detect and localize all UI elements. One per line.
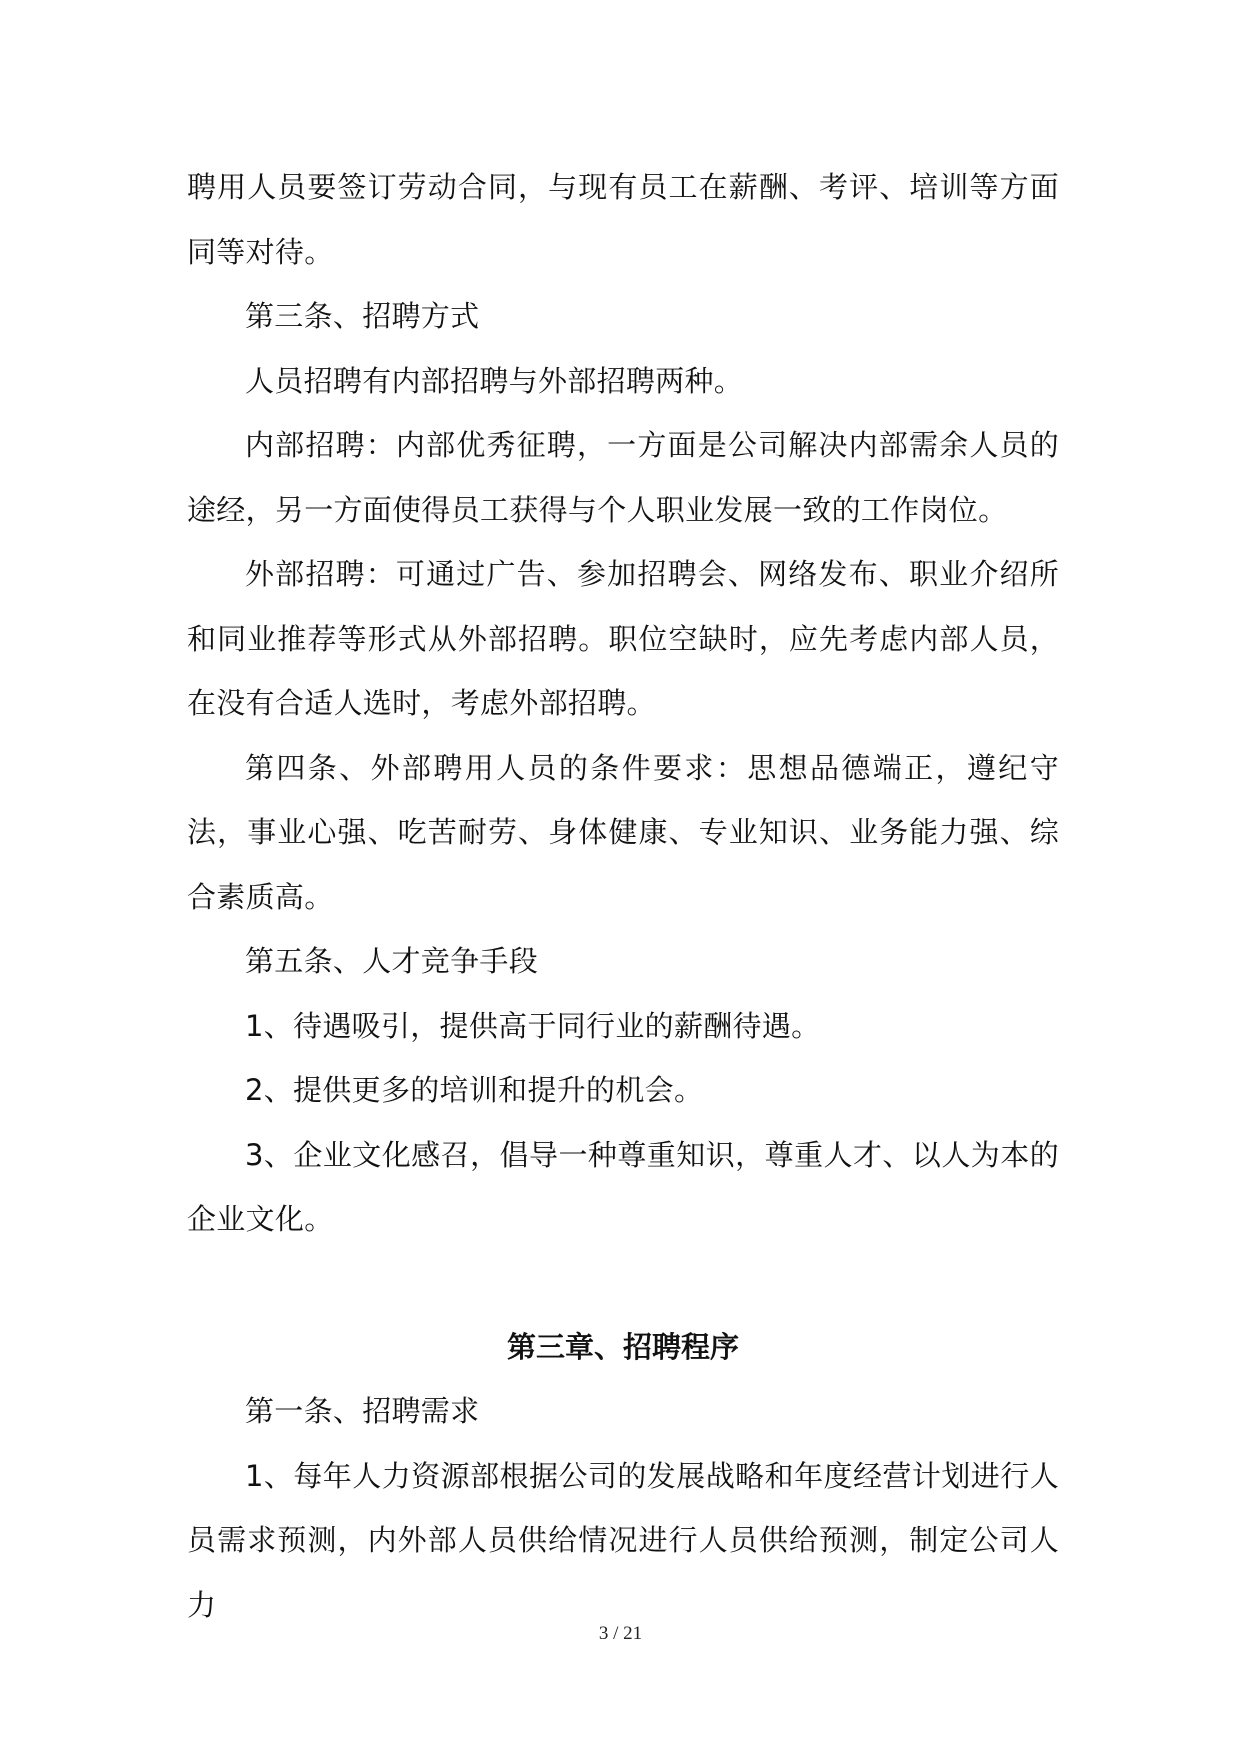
article-4-requirements: 第四条、外部聘用人员的条件要求：思想品德端正，遵纪守法，事业心强、吃苦耐劳、身体健康、专业知识、业务能力强、综合素质高。	[187, 750, 1059, 914]
article-3-heading: 第三条、招聘方式	[245, 299, 480, 333]
paragraph-internal-recruit: 内部招聘：内部优秀征聘，一方面是公司解决内部需余人员的途经，另一方面使得员工获得与个人职业发展一致的工作岗位。	[187, 428, 1059, 527]
chapter-article-1-item-1: 1、每年人力资源部根据公司的发展战略和年度经营计划进行人员需求预测，内外部人员供给情况进行人员供给预测，制定公司人力	[187, 1458, 1059, 1622]
list-item-2: 2、提供更多的培训和提升的机会。	[245, 1073, 704, 1107]
list-item-1: 1、待遇吸引，提供高于同行业的薪酬待遇。	[245, 1008, 821, 1043]
article-5-heading: 第五条、人才竞争手段	[245, 944, 539, 978]
chapter-heading: 第三章、招聘程序	[506, 1329, 739, 1364]
list-item-3: 3、企业文化感召，倡导一种尊重知识，尊重人才、以人为本的企业文化。	[187, 1137, 1059, 1236]
page-number: 3 / 21	[598, 1623, 643, 1644]
paragraph-contract: 聘用人员要签订劳动合同，与现有员工在薪酬、考评、培训等方面同等对待。	[187, 170, 1059, 269]
chapter-article-1-heading: 第一条、招聘需求	[245, 1394, 480, 1428]
paragraph-recruit-types: 人员招聘有内部招聘与外部招聘两种。	[245, 363, 744, 398]
paragraph-external-recruit: 外部招聘：可通过广告、参加招聘会、网络发布、职业介绍所和同业推荐等形式从外部招聘。职位空缺时，应先考虑内部人员，在没有合适人选时，考虑外部招聘。	[187, 557, 1059, 720]
document-body	[187, 155, 1059, 1637]
